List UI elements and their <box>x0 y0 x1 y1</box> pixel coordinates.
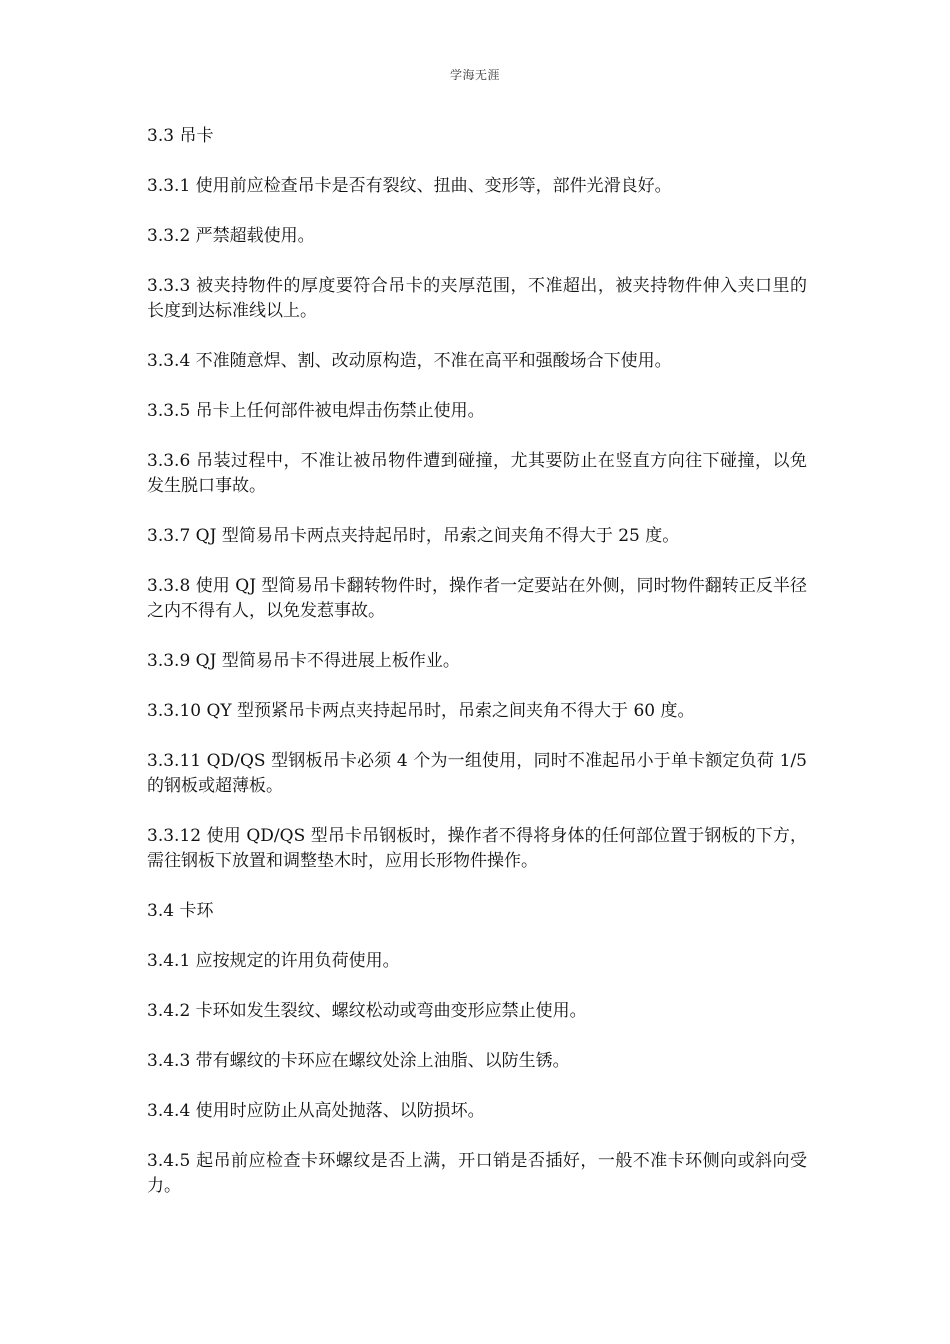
paragraph-3-3-3: 3.3.3 被夹持物件的厚度要符合吊卡的夹厚范围，不准超出，被夹持物件伸入夹口里的长度到达标准线以上。 <box>147 276 807 321</box>
paragraph-3-3-6: 3.3.6 吊装过程中，不准让被吊物件遭到碰撞，尤其要防止在竖直方向往下碰撞，以免发生脱口事故。 <box>147 451 807 496</box>
paragraph-3-4-2: 3.4.2 卡环如发生裂纹、螺纹松动或弯曲变形应禁止使用。 <box>147 1001 587 1021</box>
paragraph-3-3-9: 3.3.9 QJ 型简易吊卡不得进展上板作业。 <box>147 651 460 671</box>
paragraph-3-3-1: 3.3.1 使用前应检查吊卡是否有裂纹、扭曲、变形等，部件光滑良好。 <box>147 176 672 196</box>
paragraph-3-4-4: 3.4.4 使用时应防止从高处抛落、以防损坏。 <box>147 1101 485 1121</box>
paragraph-3-3-12: 3.3.12 使用 QD/QS 型吊卡吊钢板时，操作者不得将身体的任何部位置于钢板的下方，需往钢板下放置和调整垫木时，应用长形物件操作。 <box>147 826 807 871</box>
paragraph-3-4-1: 3.4.1 应按规定的许用负荷使用。 <box>147 951 400 971</box>
section-heading-3-3: 3.3 吊卡 <box>147 126 214 146</box>
paragraph-3-3-10: 3.3.10 QY 型预紧吊卡两点夹持起吊时，吊索之间夹角不得大于 60 度。 <box>147 701 695 721</box>
paragraph-3-3-11: 3.3.11 QD/QS 型钢板吊卡必须 4 个为一组使用，同时不准起吊小于单卡额定负荷 1/5 的钢板或超薄板。 <box>147 751 807 796</box>
paragraph-3-3-7: 3.3.7 QJ 型简易吊卡两点夹持起吊时，吊索之间夹角不得大于 25 度。 <box>147 526 680 546</box>
paragraph-3-3-2: 3.3.2 严禁超载使用。 <box>147 226 315 246</box>
section-heading-3-4: 3.4 卡环 <box>147 901 214 921</box>
page-header: 学海无涯 <box>449 68 500 82</box>
paragraph-3-3-5: 3.3.5 吊卡上任何部件被电焊击伤禁止使用。 <box>147 401 485 421</box>
paragraph-3-3-4: 3.3.4 不准随意焊、割、改动原构造，不准在高平和强酸场合下使用。 <box>147 351 672 371</box>
paragraph-3-3-8: 3.3.8 使用 QJ 型简易吊卡翻转物件时，操作者一定要站在外侧，同时物件翻转正反半径之内不得有人，以免发惹事故。 <box>147 576 807 621</box>
paragraph-3-4-5: 3.4.5 起吊前应检查卡环螺纹是否上满，开口销是否插好，一般不准卡环侧向或斜向受力。 <box>147 1151 807 1196</box>
document-body <box>147 124 807 1224</box>
paragraph-3-4-3: 3.4.3 带有螺纹的卡环应在螺纹处涂上油脂、以防生锈。 <box>147 1051 570 1071</box>
